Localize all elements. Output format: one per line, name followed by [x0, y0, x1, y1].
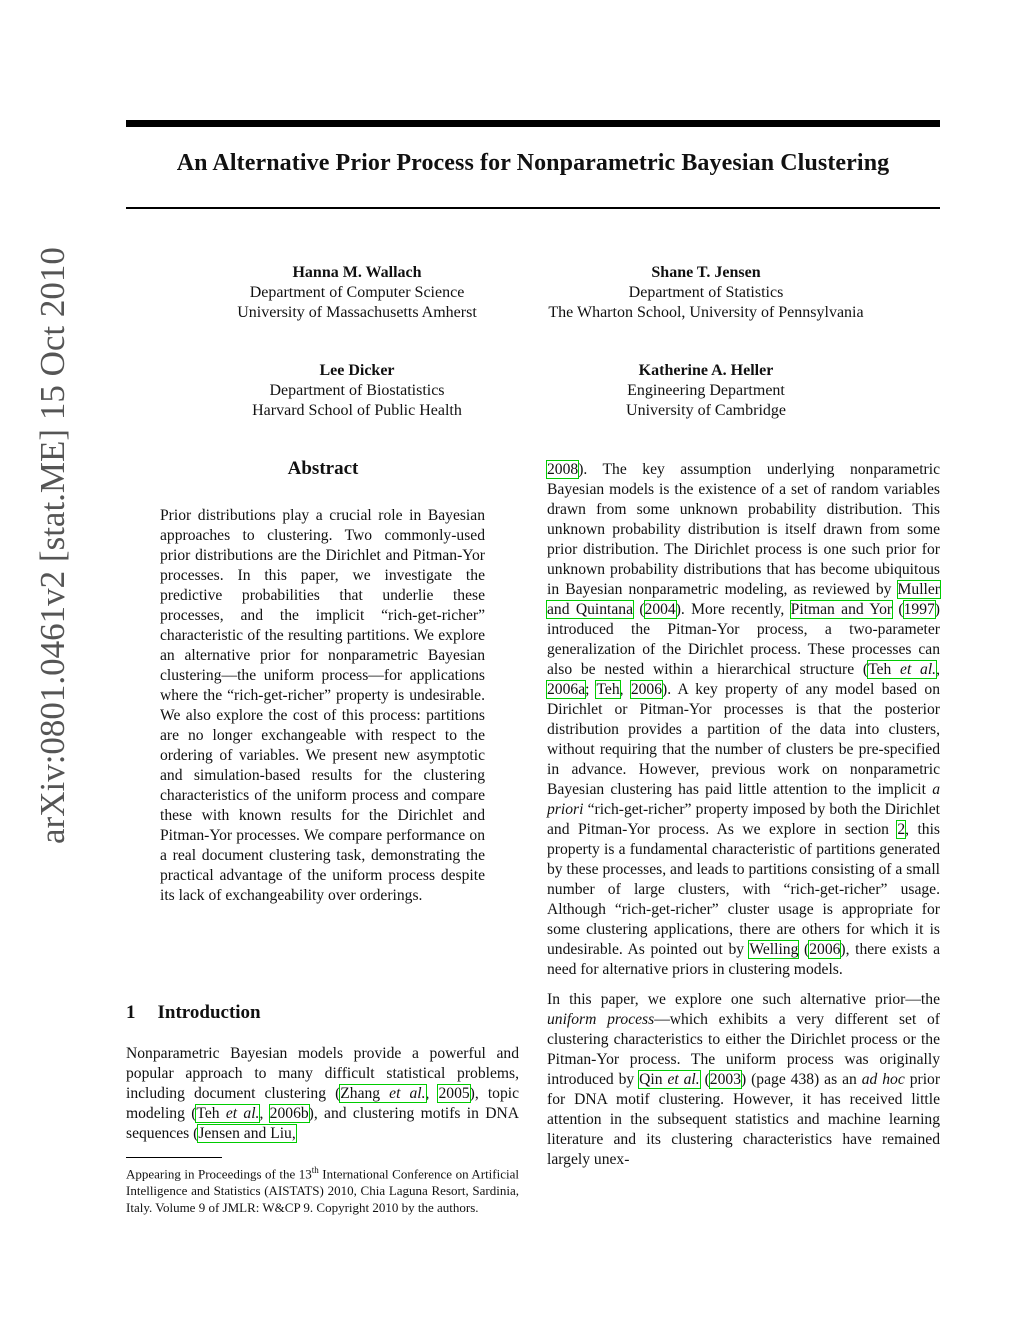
author-name: Lee Dicker — [319, 362, 395, 379]
right-column — [547, 460, 940, 1170]
citation-link[interactable]: 2008 — [547, 461, 579, 478]
paper-title: An Alternative Prior Process for Nonparametric Bayesian Clustering — [176, 150, 890, 176]
intro-text: Nonparametric Bayesian models provide a powerful and popular approach to many difficult statistical problems, including document clustering ( — [126, 1045, 519, 1102]
section-link[interactable]: 2 — [897, 821, 906, 838]
right-paragraph-1: 2008). The key assumption underlying nonparametric Bayesian models is the existence of a set of random variables drawn from some unknown probability distribution. This unknown probability distribution is itself drawn from some prior distribution. The Dirichlet process is one such prior for unknown probability distributions that has become ubiquitous in Bayesian nonparametric modeling, as reviewed by Muller and Quintana (2004). More recently, Pitman and Yor (1997) introduced the Pitman-Yor process, a two-parameter generalization of the Dirichlet process. These processes can also be nested within a hierarchical structure (Teh et al., 2006a; Teh, 2006). A key property of any model based on Dirichlet or Pitman-Yor processes is that the posterior distribution provides a partition of the data into clusters, without requiring that the number of clusters be pre-specified in advance. However, previous work on nonparametric Bayesian clustering has paid little attention to the implicit a priori “rich-get-richer” property imposed by both the Dirichlet and Pitman-Yor process. As we explore in section 2, this property is a fundamental characteristic of partitions generated by these processes, and leads to partitions consisting of a small number of large clusters, with “rich-get-richer” usage. Although “rich-get-richer” cluster usage is appropriate for some clustering applications, there are others for which it is undesirable. As pointed out by Welling (2006), there exists a need for alternative priors in clustering models. — [547, 461, 940, 978]
intro-paragraph: Nonparametric Bayesian models provide a powerful and popular approach to many difficult statistical problems, including document clustering (Zhang et al., 2005), topic modeling (Teh et al., 2006b), and clustering motifs in DNA sequences (Jensen and Liu, — [126, 1045, 520, 1142]
abstract-heading: Abstract — [287, 458, 359, 479]
author-block-1 — [200, 263, 514, 323]
citation-link[interactable]: 2006b — [269, 1105, 309, 1122]
title-top-rule — [126, 120, 940, 127]
author-department: Department of Biostatistics — [269, 382, 445, 399]
abstract-text: Prior distributions play a crucial role in Bayesian approaches to clustering. Two commonly-used prior distributions are the Dirichlet and Pitman-Yor processes. In this paper, we investigate the predictive probabilities that underlie these processes, and the implicit “rich-get-richer” characteristic of the resulting partitions. We explore an alternative prior for nonparametric Bayesian clustering—the uniform process—for applications where the “rich-get-richer” property is undesirable. We also explore the cost of this process: partitions are no longer exchangeable with respect to the ordering of variables. We present new asymptotic and simulation-based results for the clustering characteristics of the uniform process and compare these with known results for the Dirichlet and Pitman-Yor processes. We compare performance on a real document clustering task, demonstrating the practical advantage of the uniform process despite its lack of exchangeability over orderings. — [160, 507, 485, 904]
author-institution: Harvard School of Public Health — [252, 402, 462, 419]
citation-link[interactable]: Welling — [749, 941, 799, 958]
citation-link[interactable]: 2003 — [709, 1071, 741, 1088]
section-title: Introduction — [157, 1002, 261, 1023]
citation-link[interactable]: 2006 — [630, 681, 663, 698]
citation-link[interactable]: 1997 — [903, 601, 935, 618]
right-paragraph-2: In this paper, we explore one such alternative prior—the uniform process—which exhibits a very different set of clustering characteristics to either the Dirichlet process or the Pitman-Yor process. The uniform process was originally introduced by Qin et al. (2003) (page 438) as an ad hoc prior for DNA motif clustering. However, it has received little attention in the subsequent statistics and machine learning literature and its clustering characteristics have remained largely unex- — [547, 991, 941, 1168]
author-department: Department of Computer Science — [249, 284, 465, 301]
intro-text: ), and clustering motifs in DNA sequences ( — [126, 1105, 520, 1142]
section-heading — [126, 1002, 261, 1024]
citation-link[interactable]: 2006 — [809, 941, 841, 958]
author-block-4 — [540, 361, 872, 421]
citation-link[interactable]: Teh et al. — [868, 661, 937, 678]
citation-link[interactable]: Muller and Quintana — [547, 581, 940, 618]
citation-link[interactable]: 2006a — [547, 681, 586, 698]
footnote-rule — [126, 1157, 222, 1158]
author-name: Katherine A. Heller — [638, 362, 774, 379]
title-bottom-rule — [126, 207, 940, 209]
citation-link[interactable]: 2005 — [438, 1085, 470, 1102]
author-name: Hanna M. Wallach — [292, 264, 422, 281]
author-block-3 — [200, 361, 514, 421]
footnote: Appearing in Proceedings of the 13th International Conference on Artificial Intelligence and Statistics (AISTATS) 2010, Chia Laguna Resort, Sardinia, Italy. Volume 9 of JMLR: W&CP 9. Copyright 2010 by the authors. — [126, 1165, 519, 1216]
citation-link[interactable]: Teh et al. — [196, 1105, 260, 1122]
citation-link[interactable]: Teh — [596, 681, 620, 698]
author-department: Engineering Department — [627, 382, 785, 399]
author-block-2 — [508, 263, 904, 323]
citation-link[interactable]: Jensen and Liu, — [198, 1125, 296, 1142]
author-institution: University of Cambridge — [626, 402, 786, 419]
citation-link[interactable]: Pitman and Yor — [790, 601, 893, 618]
citation-link[interactable]: 2004 — [644, 601, 676, 618]
citation-link[interactable]: Qin et al. — [639, 1071, 700, 1088]
author-name: Shane T. Jensen — [651, 264, 761, 281]
section-number: 1 — [126, 1002, 136, 1023]
author-institution: The Wharton School, University of Pennsylvania — [548, 304, 864, 321]
author-department: Department of Statistics — [628, 284, 784, 301]
intro-text: ), topic modeling ( — [126, 1085, 520, 1122]
author-institution: University of Massachusetts Amherst — [237, 304, 477, 321]
citation-link[interactable]: Zhang et al. — [340, 1085, 426, 1102]
arxiv-identifier: arXiv:0801.0461v2 [stat.ME] 15 Oct 2010 — [33, 247, 72, 844]
